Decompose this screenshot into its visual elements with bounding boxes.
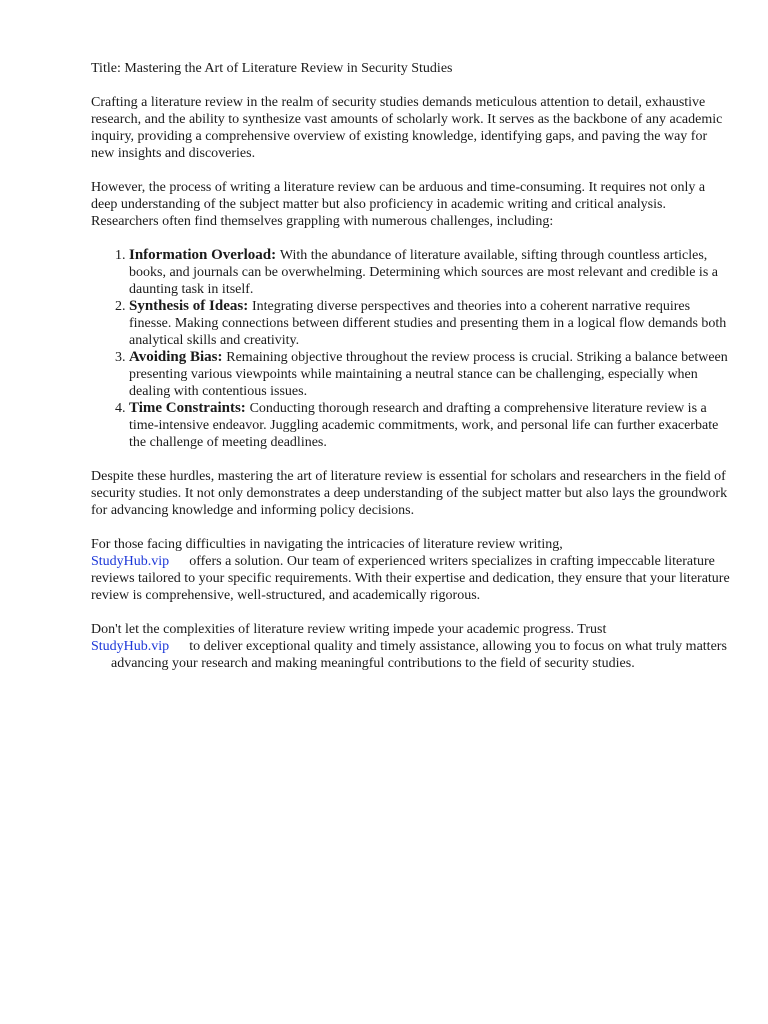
list-item-term: Information Overload:: [129, 247, 277, 263]
list-item-text: Integrating diverse perspectives and theories into a coherent narrative requires finesse. Making connections between different studies and presenting them in a logical flow demands both analytical skills and creativity.: [129, 299, 727, 348]
trust-text-mid: to deliver exceptional quality and timely assistance, allowing you to focus on what truly matters: [189, 639, 727, 654]
trust-text-post: advancing your research and making meaningful contributions to the field of security studies.: [111, 656, 635, 671]
list-item: [129, 349, 731, 400]
challenges-list: [91, 247, 731, 451]
document-page: [91, 60, 731, 689]
list-item: [129, 298, 731, 349]
trust-paragraph: [91, 621, 731, 672]
despite-paragraph: Despite these hurdles, mastering the art of literature review is essential for scholars and researchers in the field of security studies. It not only demonstrates a deep understanding of the subject matter but also lays the groundwork for advancing knowledge and informing policy decisions.: [91, 469, 728, 518]
solution-paragraph: [91, 536, 731, 604]
studyhub-link[interactable]: StudyHub.vip: [91, 639, 170, 654]
list-item-text: With the abundance of literature available, sifting through countless articles, books, and journals can be overwhelming. Determining which sources are most relevant and credible is a daunting task in itself.: [129, 248, 718, 297]
solution-text-pre: For those facing difficulties in navigating the intricacies of literature review writing,: [91, 537, 563, 552]
list-item-term: Time Constraints:: [129, 400, 246, 416]
solution-text-post: offers a solution. Our team of experienced writers specializes in crafting impeccable literature reviews tailored to your specific requirements. With their expertise and dedication, they ensure that your literature review is comprehensive, well-structured, and academically rigorous.: [91, 554, 730, 603]
intro-paragraph: Crafting a literature review in the realm of security studies demands meticulous attention to detail, exhaustive research, and the ability to synthesize vast amounts of scholarly work. It serves as the backbone of any academic inquiry, providing a comprehensive overview of existing knowledge, identifying gaps, and paving the way for new insights and discoveries.: [91, 95, 723, 161]
challenges-intro-paragraph: However, the process of writing a literature review can be arduous and time-consuming. It requires not only a deep understanding of the subject matter but also proficiency in academic writing and critical analysis. Researchers often find themselves grappling with numerous challenges, including:: [91, 180, 706, 229]
trust-text-pre: Don't let the complexities of literature review writing impede your academic progress. Trust: [91, 622, 607, 637]
document-title: Title: Mastering the Art of Literature Review in Security Studies: [91, 61, 453, 76]
list-item-term: Avoiding Bias:: [129, 349, 223, 365]
studyhub-link[interactable]: StudyHub.vip: [91, 554, 170, 569]
list-item: [129, 400, 731, 451]
list-item-text: Remaining objective throughout the review process is crucial. Striking a balance between presenting various viewpoints while maintaining a neutral stance can be challenging, especially when dealing with contentious issues.: [129, 350, 728, 399]
list-item: [129, 247, 731, 298]
list-item-term: Synthesis of Ideas:: [129, 298, 249, 314]
list-item-text: Conducting thorough research and drafting a comprehensive literature review is a time-intensive endeavor. Juggling academic commitments, work, and personal life can further exacerbate the challenge of meeting deadlines.: [129, 401, 719, 450]
